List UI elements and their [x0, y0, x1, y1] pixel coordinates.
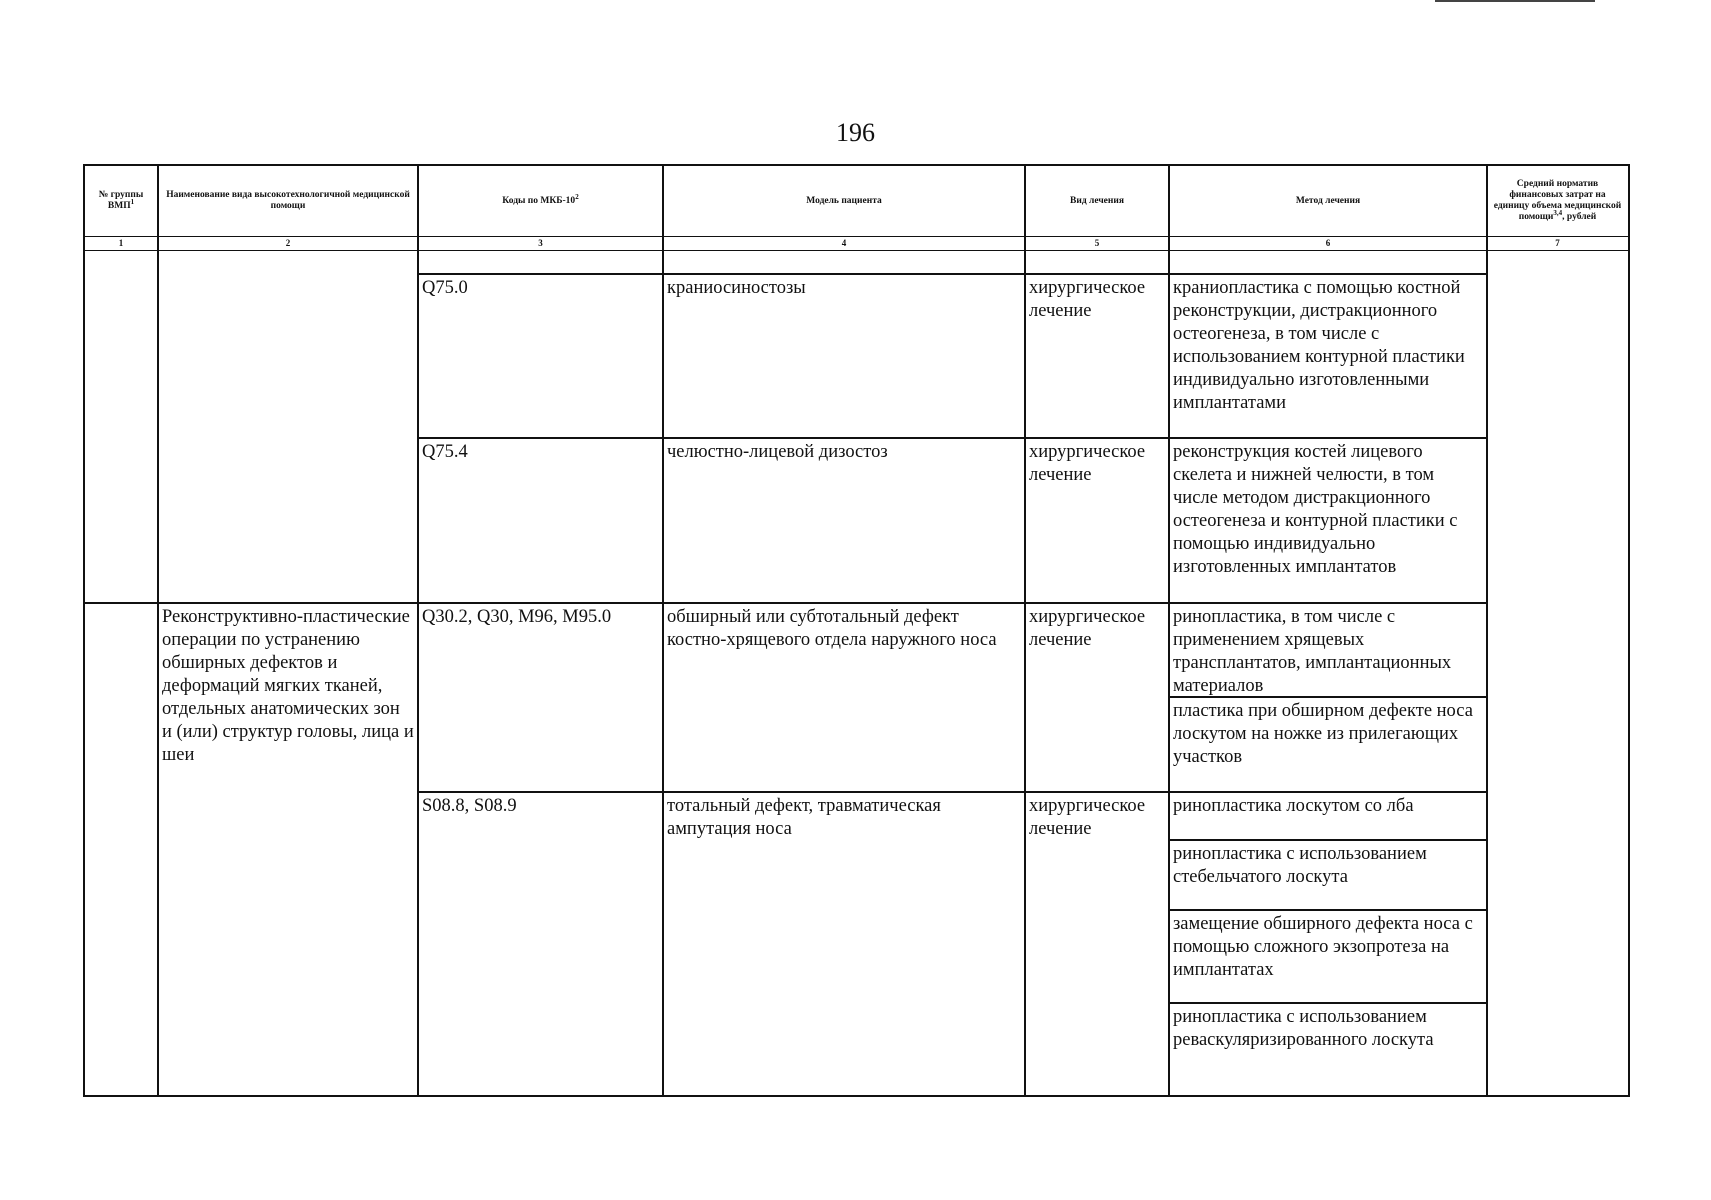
row-divider [417, 791, 1487, 793]
column-number: 1 [118, 238, 124, 248]
table-header [85, 166, 1628, 237]
icd-code-cell: Q75.4 [422, 442, 468, 462]
row-divider [85, 602, 1487, 604]
column-divider [1486, 166, 1488, 1095]
treatment-type-cell: хирургическое лечение [1029, 796, 1146, 839]
vmp-table [83, 164, 1630, 1097]
header-treatment-type: Вид лечения [1070, 195, 1124, 206]
column-number: 4 [841, 238, 847, 248]
column-number: 2 [285, 238, 291, 248]
treatment-type-cell: хирургическое лечение [1029, 442, 1146, 485]
row-divider [417, 273, 1487, 275]
column-number: 5 [1094, 238, 1100, 248]
page-number: 196 [836, 118, 875, 147]
treatment-method-cell: пластика при обширном дефекте носа лоскутом на ножке из прилегающих участков [1173, 701, 1473, 767]
icd-code-cell: S08.8, S08.9 [422, 796, 517, 816]
treatment-type-cell: хирургическое лечение [1029, 607, 1146, 650]
patient-model-cell: обширный или субтотальный дефект костно-хрящевого отдела наружного носа [667, 607, 997, 650]
care-type-name-cell: Реконструктивно-пластические операции по устранению обширных дефектов и деформаций мягких тканей, отдельных анатомических зон и (или) структур головы, лица и шеи [162, 607, 414, 765]
column-divider [662, 166, 664, 1095]
treatment-method-cell: ринопластика, в том числе с применением хрящевых трансплантатов, имплантационных материалов [1173, 607, 1452, 696]
row-divider [1168, 1002, 1487, 1004]
header-icd-codes: Коды по МКБ-$10^2$ [502, 192, 579, 206]
icd-code-cell: Q75.0 [422, 278, 468, 298]
row-divider [417, 437, 1487, 439]
row-divider [1168, 909, 1487, 911]
treatment-method-cell: реконструкция костей лицевого скелета и нижней челюсти, в том числе методом дистракционного остеогенеза и контурной пластики с помощью индивидуально изготовленных имплантатов [1173, 442, 1458, 577]
icd-code-cell: Q30.2, Q30, M96, M95.0 [422, 607, 612, 627]
patient-model-cell: тотальный дефект, травматическая ампутация носа [667, 796, 941, 839]
column-divider [1168, 166, 1170, 1095]
column-number: 7 [1555, 238, 1560, 248]
header-patient-model: Модель пациента [806, 195, 882, 206]
treatment-method-cell: замещение обширного дефекта носа с помощью сложного экзопротеза на имплантатах [1173, 914, 1473, 980]
column-divider [157, 166, 159, 1095]
header-treatment-method: Метод лечения [1295, 195, 1361, 206]
header-group-number: № группы ВМП$^1$ [98, 190, 144, 211]
column-number: 3 [538, 238, 543, 248]
treatment-method-cell: краниопластика с помощью костной реконструкции, дистракционного остеогенеза, в том числе с использованием контурной пластики индивидуально изготовленными имплантатами [1173, 278, 1465, 413]
treatment-method-cell: ринопластика с использованием стебельчатого лоскута [1173, 844, 1427, 887]
column-numbers-row [85, 236, 1628, 251]
header-care-type: Наименование вида высокотехнологичной медицинской помощи [166, 190, 410, 211]
column-divider [1024, 166, 1026, 1095]
header-cost-standard: Средний норматив финансовых затрат на единицу объема медицинской помощи$^{3,4}$, рублей [1493, 179, 1622, 222]
top-edge-line [1435, 0, 1595, 2]
patient-model-cell: челюстно-лицевой дизостоз [667, 442, 888, 462]
treatment-method-cell: ринопластика лоскутом со лба [1173, 796, 1414, 816]
column-divider [417, 166, 419, 1095]
row-divider [1168, 839, 1487, 841]
treatment-type-cell: хирургическое лечение [1029, 278, 1146, 321]
treatment-method-cell: ринопластика с использованием реваскуляризированного лоскута [1173, 1007, 1434, 1050]
patient-model-cell: краниосиностозы [667, 278, 806, 298]
column-number: 6 [1325, 238, 1331, 248]
